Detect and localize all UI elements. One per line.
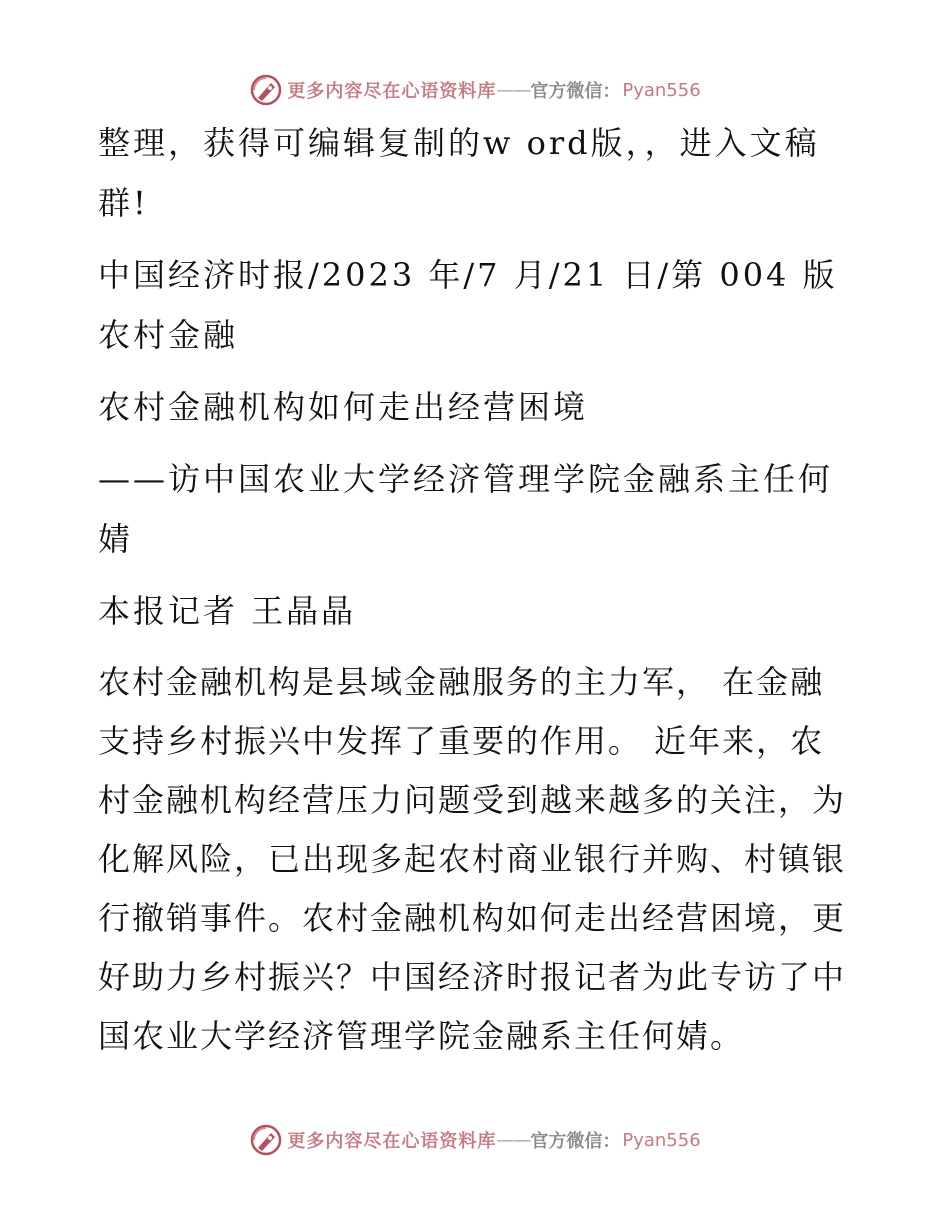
watermark-wechat-label: 官方微信： [530,81,621,102]
pen-nib-logo-icon [249,1123,283,1157]
source-line: 中国经济时报/2023 年/7 月/21 日/第 004 版农村金融 [98,256,838,354]
body-paragraph: 农村金融机构是县域金融服务的主力军， 在金融支持乡村振兴中发挥了重要的作用。 近年来，农村金融机构经营压力问题受到越来越多的关注，为化解风险，已出现多起农村商业银行并购、村镇银行撤销事件。农村金融机构如何走出经营困境，更好助力乡村振兴？中国经济时报记者为此专访了中国农业大学经济管理学院金融系主任何婧。 [98,663,847,1055]
document-body [98,113,858,1078]
watermark-dash: —— [496,79,531,101]
watermark-wechat-label: 官方微信： [530,1131,621,1152]
footer-watermark [0,1120,950,1160]
article-subtitle: ——访中国农业大学经济管理学院金融系主任何婧 [98,460,834,558]
header-watermark [0,70,950,110]
watermark-main-text: 更多内容尽在心语资料库 [287,81,497,102]
intro-paragraph: 整理，获得可编辑复制的w ord版，，进入文稿群! [98,124,820,222]
article-title: 农村金融机构如何走出经营困境 [98,388,589,426]
watermark-wechat-id: Pyan556 [622,79,701,101]
watermark-main-text: 更多内容尽在心语资料库 [287,1131,497,1152]
watermark-dash: —— [496,1129,531,1151]
byline: 本报记者 王晶晶 [98,592,357,630]
watermark-wechat-id: Pyan556 [622,1129,701,1151]
pen-nib-logo-icon [249,73,283,107]
